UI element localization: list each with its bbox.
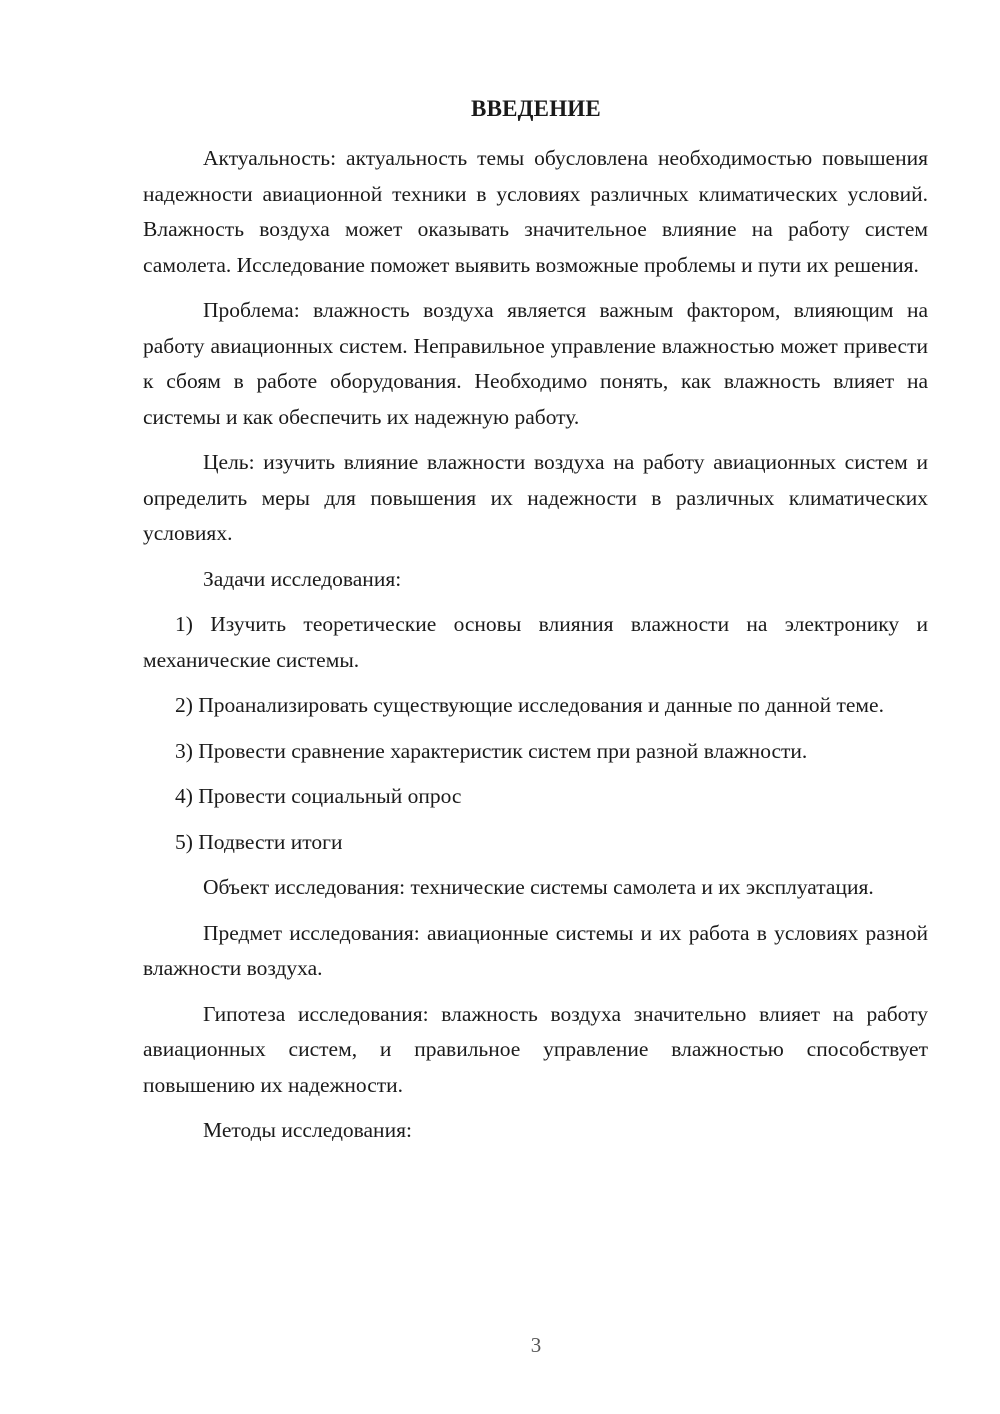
task-item-3: 3) Провести сравнение характеристик систем при разной влажности. [175,738,808,763]
page-heading: ВВЕДЕНИЕ [471,96,601,121]
paragraph-subject: Предмет исследования: авиационные системы и их работа в условиях разной влажности воздуха. [143,920,928,980]
paragraph-object: Объект исследования: технические системы самолета и их эксплуатация. [203,875,874,899]
task-item-2: 2) Проанализировать существующие исследования и данные по данной теме. [175,693,884,717]
tasks-title: Задачи исследования: [203,566,402,591]
task-item-1: 1) Изучить теоретические основы влияния влажности на электронику и механические системы. [143,612,928,672]
task-item-5: 5) Подвести итоги [175,829,343,854]
paragraph-problem: Проблема: влажность воздуха является важным фактором, влияющим на работу авиационных систем. Неправильное управление влажностью может привести к сбоям в работе оборудования. Необходимо понять, как влажность влияет на системы и как обеспечить их надежную работу. [143,298,928,429]
page-number: 3 [530,1333,542,1357]
task-item-4: 4) Провести социальный опрос [175,784,462,808]
document-body [143,141,928,1159]
paragraph-hypothesis: Гипотеза исследования: влажность воздуха значительно влияет на работу авиационных систем, и правильное управление влажностью способствует повышению их надежности. [143,1001,928,1097]
methods-title: Методы исследования: [203,1118,412,1142]
paragraph-relevance: Актуальность: актуальность темы обусловлена необходимостью повышения надежности авиационной техники в условиях различных климатических условий. Влажность воздуха может оказывать значительное влияние на работу систем самолета. Исследование поможет выявить возможные проблемы и пути их решения. [143,146,928,277]
paragraph-goal: Цель: изучить влияние влажности воздуха на работу авиационных систем и определить меры для повышения их надежности в различных климатических условиях. [143,450,928,545]
